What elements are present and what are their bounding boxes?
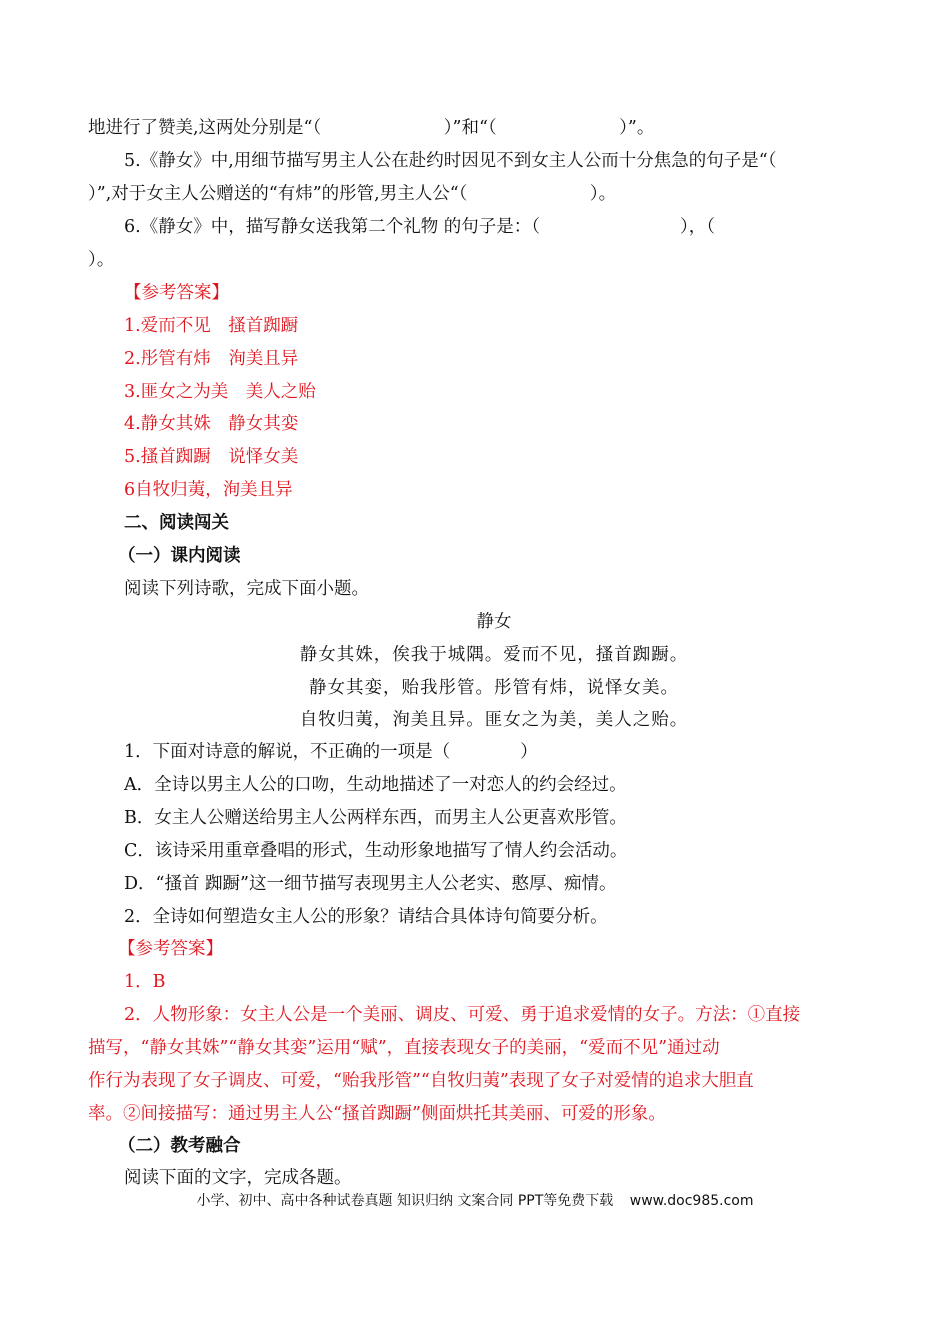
poem-line: 自牧归荑，洵美且异。匪女之为美，美人之贻。	[299, 710, 689, 730]
question-5	[124, 149, 864, 173]
question-1: 1．下面对诗意的解说，不正确的一项是（ ）	[124, 742, 538, 762]
answer-2-line: 作行为表现了女子调皮、可爱，“贻我彤管”“自牧归荑”表现了女子对爱情的追求大胆直	[88, 1071, 754, 1091]
question-5-text-a: 5.《静女》中,用细节描写男主人公在赴约时因见不到女主人公而十分焦急的句子是“（	[124, 151, 777, 171]
poem-line: 静女其娈，贻我彤管。彤管有炜，说怿女美。	[309, 678, 679, 698]
poem-line: 静女其姝，俟我于城隅。爱而不见，搔首踟蹰。	[299, 645, 689, 665]
question-6-tail: ）。	[88, 250, 115, 270]
answer-2-line: 2．人物形象：女主人公是一个美丽、调皮、可爱、勇于追求爱情的女子。方法：①直接	[124, 1005, 801, 1025]
question-2: 2．全诗如何塑造女主人公的形象？请结合具体诗句简要分析。	[124, 907, 608, 927]
answer-item: 6自牧归荑，洵美且异	[124, 480, 293, 500]
answer-item: 1.爱而不见 搔首踟蹰	[124, 316, 299, 336]
footer-text: 小学、初中、高中各种试卷真题 知识归纳 文案合同 PPT等免费下载	[196, 1193, 614, 1209]
answer-2-line: 描写，“静女其姝”“静女其娈”运用“赋”，直接表现女子的美丽，“爱而不见”通过动	[88, 1038, 720, 1058]
section-heading: 二、阅读闯关	[124, 513, 229, 533]
answer-item: 3.匪女之为美 美人之贻	[124, 382, 316, 402]
question-5-tail: ）”,对于女主人公赠送的“有炜”的彤管,男主人公“（ ）。	[88, 184, 617, 204]
question-6	[124, 215, 864, 239]
footer-url[interactable]: www.doc985.com	[629, 1193, 754, 1209]
page-footer	[0, 1190, 950, 1210]
poem-title: 静女	[476, 612, 512, 632]
answer-item: 4.静女其姝 静女其娈	[124, 414, 299, 434]
subsection-heading-2: （二）教考融合	[118, 1136, 241, 1156]
answer-1: 1．B	[124, 972, 166, 992]
answer-heading-2: 【参考答案】	[118, 939, 223, 959]
answer-heading-1: 【参考答案】	[124, 283, 229, 303]
answer-item: 5.搔首踟蹰 说怿女美	[124, 447, 299, 467]
answer-2-line: 率。②间接描写：通过男主人公“搔首踟蹰”侧面烘托其美丽、可爱的形象。	[88, 1104, 666, 1124]
option-a: A．全诗以男主人公的口吻，生动地描述了一对恋人的约会经过。	[124, 775, 627, 795]
instruction-text: 阅读下列诗歌，完成下面小题。	[124, 579, 369, 599]
option-b: B．女主人公赠送给男主人公两样东西，而男主人公更喜欢彤管。	[124, 808, 627, 828]
option-d: D．“搔首 踟蹰”这一细节描写表现男主人公老实、憨厚、痴情。	[124, 874, 617, 894]
subsection-heading: （一）课内阅读	[118, 546, 241, 566]
option-c: C．该诗采用重章叠唱的形式，生动形象地描写了情人约会活动。	[124, 841, 628, 861]
instruction-text-2: 阅读下面的文字，完成各题。	[124, 1168, 352, 1188]
answer-item: 2.彤管有炜 洵美且异	[124, 349, 299, 369]
question-6-text-a: 6.《静女》中，描写静女送我第二个礼物 的句子是：（ ），（	[124, 217, 716, 237]
question-4-tail: 地进行了赞美,这两处分别是“（ ）”和“（ ）”。	[88, 118, 655, 138]
